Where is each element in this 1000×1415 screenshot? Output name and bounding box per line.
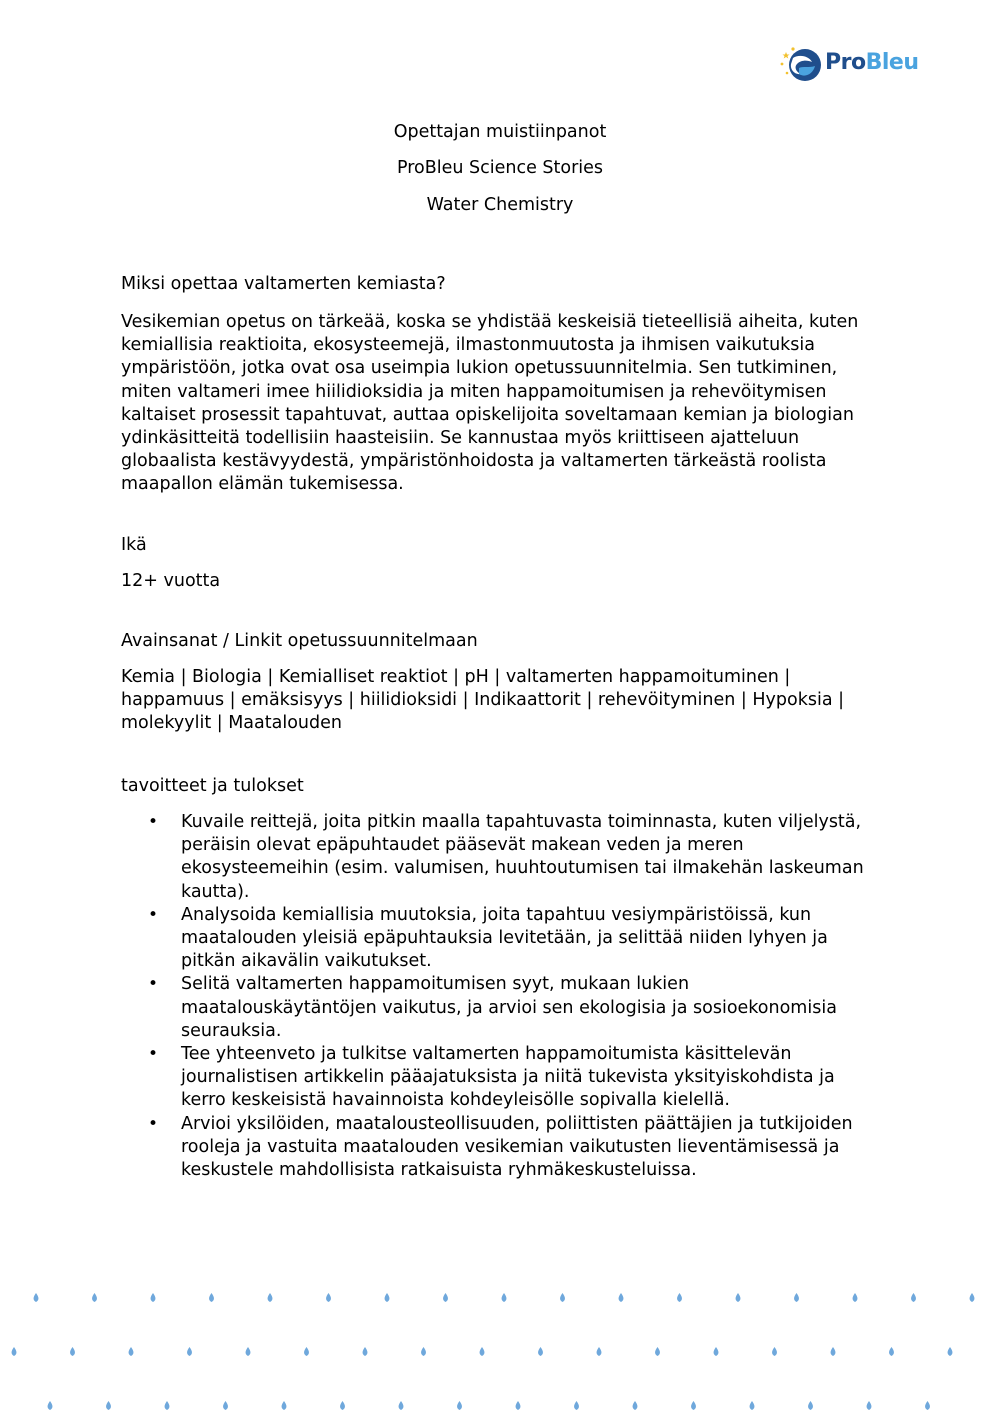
droplet-icon (736, 1293, 741, 1302)
droplet-icon (538, 1347, 543, 1356)
droplet-icon (187, 1347, 192, 1356)
logo-wordmark (825, 50, 919, 75)
droplet-icon (304, 1347, 309, 1356)
goal-item (121, 1043, 876, 1113)
droplet-icon (480, 1347, 485, 1356)
age-heading: Ikä (121, 535, 147, 555)
droplet-icon (970, 1293, 975, 1302)
droplet-icon (129, 1347, 134, 1356)
logo-text-pro: Pro (825, 50, 866, 75)
age-section (121, 534, 891, 592)
droplet-icon (655, 1347, 660, 1356)
droplet-icon (151, 1293, 156, 1302)
droplet-icon (421, 1347, 426, 1356)
bullet-icon: • (148, 904, 159, 925)
droplet-icon (106, 1401, 111, 1410)
droplet-icon (399, 1401, 404, 1410)
bullet-icon: • (148, 1113, 159, 1134)
keywords-heading: Avainsanat / Linkit opetussuunnitelmaan (121, 631, 478, 651)
droplet-icon (867, 1401, 872, 1410)
droplet-icon (326, 1293, 331, 1302)
goal-text: Selitä valtamerten happamoitumisen syyt, mukaan lukien maatalouskäytäntöjen vaikutus, ja arvioi sen ekologisia ja sosioekonomisia seurauksia. (181, 974, 837, 1041)
goal-text: Analysoida kemiallisia muutoksia, joita tapahtuu vesiympäristöissä, kun maatalouden yleisiä epäpuhtauksia levitetään, ja selittää niiden lyhyen ja pitkän aikavälin vaikutukset. (181, 904, 828, 972)
droplet-icon (911, 1293, 916, 1302)
droplet-icon (560, 1293, 565, 1302)
droplet-icon (677, 1293, 682, 1302)
goal-item (121, 904, 876, 974)
droplet-icon (794, 1293, 799, 1302)
goal-text: Tee yhteenveto ja tulkitse valtamerten happamoitumista käsittelevän journalistisen artikkelin pääajatuksista ja niitä tukevista yksityiskohdista ja kerro keskeisistä havainnoista kohdeyleisölle sopivalla kielellä. (181, 1044, 835, 1111)
droplet-icon (948, 1347, 953, 1356)
droplet-icon (853, 1293, 858, 1302)
age-value: 12+ vuotta (121, 571, 221, 591)
logo-text-bleu: Bleu (865, 50, 919, 75)
droplet-icon (70, 1347, 75, 1356)
droplet-icon (516, 1401, 521, 1410)
bullet-icon: • (148, 974, 159, 995)
droplet-icon (34, 1293, 39, 1302)
goal-text: Kuvaile reittejä, joita pitkin maalla tapahtuvasta toiminnasta, kuten viljelystä, peräisin olevat epäpuhtaudet pääsevät makean veden ja meren ekosysteemeihin (esim. valumisen, huuhtoutumisen tai ilmakehän laskeuman kautta). (181, 812, 864, 902)
goals-list (121, 811, 891, 1182)
why-body: Vesikemian opetus on tärkeää, koska se yhdistää keskeisiä tieteellisiä aiheita, kuten kemiallisia reaktioita, ekosysteemejä, ilmastonmuutosta ja ihmisen vaikutuksia ympäristöön, jotka ovat osa useimpia lukion opetussuunnitelmia. Sen tutkiminen, miten valtameri imee hiilidioksidia ja miten happamoitumisen ja rehevöitymisen kaltaiset prosessit tapahtuvat, auttaa opiskelijoita soveltamaan kemian ja biologian ydinkäsitteitä todellisiin haasteisiin. Se kannustaa myös kriittiseen ajatteluun globaalista kestävyydestä, ympäristönhoidosta ja valtamerten tärkeästä roolista maapallon elämän tukemisessa. (121, 312, 859, 495)
droplet-icon (12, 1347, 17, 1356)
goal-item (121, 973, 876, 1043)
droplet-icon (223, 1401, 228, 1410)
doc-title: Opettajan muistiinpanot (393, 122, 607, 142)
droplet-icon (831, 1347, 836, 1356)
droplet-icon (574, 1401, 579, 1410)
droplet-icon (209, 1293, 214, 1302)
bullet-icon: • (148, 1044, 159, 1065)
goal-item (121, 1113, 876, 1183)
probleu-logo-icon (779, 44, 823, 86)
droplet-icon (502, 1293, 507, 1302)
goal-text: Arvioi yksilöiden, maatalousteollisuuden, poliittisten päättäjien ja tutkijoiden rooleja ja vastuita maatalouden vesikemian vaikutusten lieventämisessä ja keskustele mahdollisista ratkaisuista ryhmäkeskusteluissa. (181, 1113, 853, 1181)
droplet-icon (619, 1293, 624, 1302)
keywords-body: Kemia | Biologia | Kemialliset reaktiot | pH | valtamerten happamoituminen | happamuus | emäksisyys | hiilidioksidi | Indikaattorit | rehevöityminen | Hypoksia | molekyylit | Maatalouden (121, 667, 845, 734)
droplet-icon (268, 1293, 273, 1302)
doc-topic-title: Water Chemistry (426, 195, 574, 215)
droplet-icon (457, 1401, 462, 1410)
water-droplet-pattern-icon (0, 1280, 1000, 1415)
droplet-icon (750, 1401, 755, 1410)
droplet-icon (363, 1347, 368, 1356)
droplet-icon (48, 1401, 53, 1410)
droplet-icon (165, 1401, 170, 1410)
goals-section (121, 775, 891, 1182)
goal-item (121, 811, 876, 904)
droplet-icon (691, 1401, 696, 1410)
keywords-section (121, 630, 891, 736)
doc-series-title: ProBleu Science Stories (396, 158, 604, 178)
droplet-icon (889, 1347, 894, 1356)
droplet-icon (385, 1293, 390, 1302)
probleu-logo (779, 44, 921, 86)
droplet-icon (340, 1401, 345, 1410)
droplet-icon (443, 1293, 448, 1302)
droplet-icon (808, 1401, 813, 1410)
why-section (121, 273, 891, 497)
droplet-icon (772, 1347, 777, 1356)
why-heading: Miksi opettaa valtamerten kemiasta? (121, 274, 446, 294)
droplet-icon (282, 1401, 287, 1410)
bullet-icon: • (148, 812, 159, 832)
droplet-icon (92, 1293, 97, 1302)
droplet-icon (597, 1347, 602, 1356)
droplet-icon (246, 1347, 251, 1356)
droplet-icon (714, 1347, 719, 1356)
droplet-icon (633, 1401, 638, 1410)
droplet-icon (925, 1401, 930, 1410)
goals-heading: tavoitteet ja tulokset (121, 776, 304, 796)
